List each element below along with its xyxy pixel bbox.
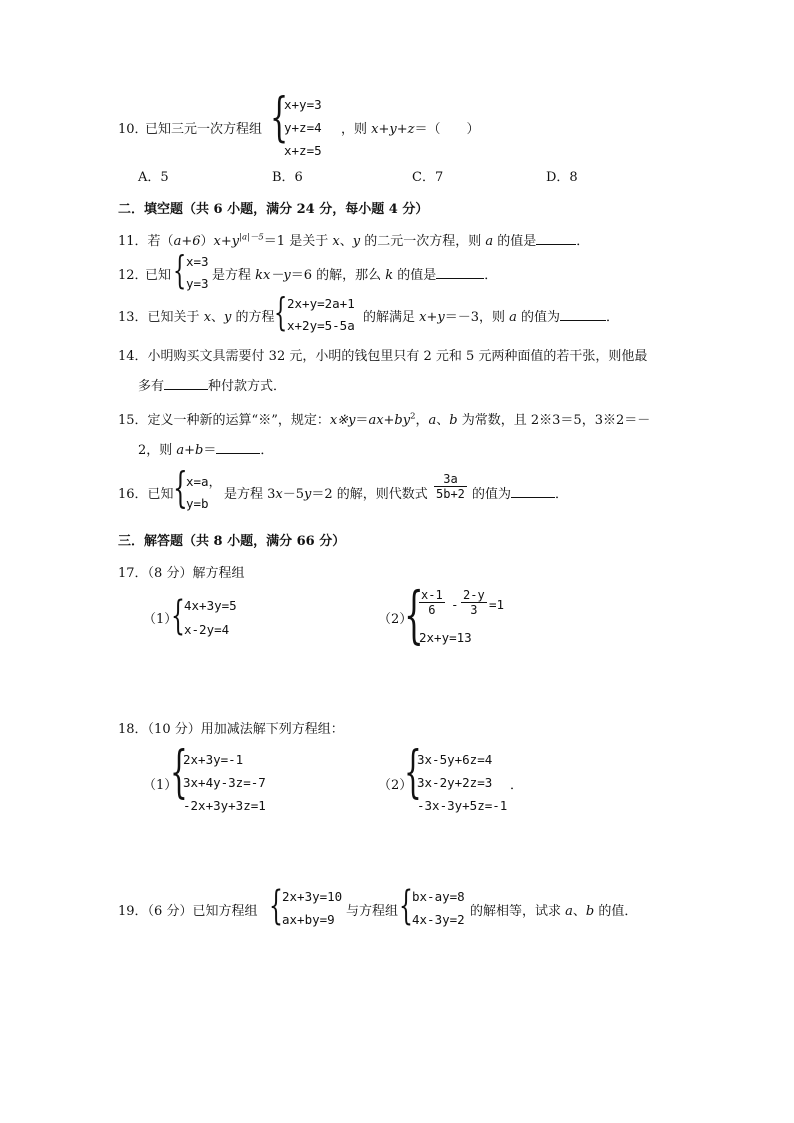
q18-part1-eq3: -2x+3y+3z=1: [183, 798, 266, 813]
q10-option-a: A．5: [138, 170, 169, 185]
q18-part2-eq1: 3x-5y+6z=4: [417, 752, 493, 767]
q10-eq2: y+z=4: [284, 120, 322, 135]
q18-part1-eq1: 2x+3y=-1: [183, 752, 244, 767]
q17-part2-eq-rhs: =1: [489, 597, 505, 612]
q19-lead: 19．（6 分）已知方程组: [118, 904, 258, 919]
q16-fraction: $\frac{3a}{5b+2}$: [436, 472, 465, 501]
q14-line1: 14．小明购买文具需要付 32 元，小明的钱包里只有 2 元和 5 元两种面值的若干张，则他最: [118, 349, 648, 364]
question-11: 11．若$(a+6)x+y^{|a|-5}=1$ 是关于 x、y 的二元一次方程，则 a 的值是 ．: [118, 232, 590, 249]
q16-answer-blank: [511, 485, 555, 498]
q10-lead: 已知三元一次方程组: [145, 122, 263, 137]
q14-answer-blank: [164, 377, 208, 390]
q19-brace2: {: [399, 883, 413, 929]
q19-tail: 的解相等，试求 a、b 的值．: [470, 904, 638, 919]
q11-answer-blank: [536, 232, 576, 245]
q17-part2-frac2: $\frac{2-y}{3}$: [463, 588, 485, 617]
q13-number: 13．已知关于 x、y 的方程: [118, 310, 275, 325]
q12-number: 12．: [118, 268, 148, 283]
section-3-title: 三．解答题（共 8 小题，满分 66 分）: [118, 534, 346, 549]
q10-number: 10．: [118, 122, 148, 137]
q10-tail: ，则 x+y+z＝（ ）: [341, 122, 480, 137]
q12-eq1: x=3: [186, 254, 209, 269]
q10-brace: {: [270, 88, 289, 148]
q16-brace: {: [173, 463, 188, 512]
q17-part1-label: （1）: [143, 612, 178, 627]
q13-text: 的解满足 x+y＝－3，则 a 的值为 ．: [363, 310, 620, 325]
q19-mid: 与方程组: [346, 904, 399, 919]
q14-line2: 多有 种付款方式．: [138, 379, 287, 394]
q15-line1: 15．定义一种新的运算“※”，规定：$x※y=ax+by^2$，a、b 为常数，且 2※3＝5，3※2＝－: [118, 411, 651, 428]
q17-part1-brace: {: [171, 593, 185, 639]
q12-answer-blank: [436, 266, 484, 279]
q12-lead: 已知: [145, 268, 172, 283]
q12-text: 是方程 kx－y＝6 的解，那么 k 的值是 ．: [212, 268, 498, 283]
q18-part2-eq3: -3x-3y+5z=-1: [417, 798, 508, 813]
q19-sys1-eq1: 2x+3y=10: [282, 889, 343, 904]
q17-part1-eq1: 4x+3y=5: [184, 598, 237, 613]
q13-eq1: 2x+y=2a+1: [287, 296, 355, 311]
q13-brace: {: [274, 290, 288, 334]
q17-part2-frac1: $\frac{x-1}{6}$: [421, 588, 443, 617]
q10-option-c: C．7: [412, 170, 444, 185]
q15-line2: 2，则 a+b＝ ．: [138, 443, 274, 458]
q18-heading: 18．（10 分）用加减法解下列方程组：: [118, 722, 344, 737]
q18-part1-label: （1）: [143, 778, 178, 793]
q17-part2-eq2: 2x+y=13: [419, 630, 472, 645]
q12-brace: {: [173, 248, 187, 292]
q17-heading: 17．（8 分）解方程组: [118, 566, 245, 581]
q17-part1-eq2: x-2y=4: [184, 622, 230, 637]
q10-option-d: D．8: [546, 170, 578, 185]
q12-eq2: y=3: [186, 276, 209, 291]
q13-eq2: x+2y=5-5a: [287, 318, 355, 333]
q13-answer-blank: [560, 308, 606, 321]
q18-part2-label: （2）: [378, 778, 413, 793]
q18-part2-brace: {: [404, 740, 422, 805]
q19-sys1-eq2: ax+by=9: [282, 912, 335, 927]
q19-sys2-eq1: bx-ay=8: [412, 889, 465, 904]
q16-number: 16．已知: [118, 487, 174, 502]
q10-option-b: B．6: [272, 170, 303, 185]
q16-text: 是方程 3x－5y＝2 的解，则代数式: [224, 487, 428, 502]
q18-part2-eq2: 3x-2y+2z=3: [417, 775, 493, 790]
q16-tail: 的值为 ．: [472, 487, 569, 502]
q17-part2-label: （2）: [378, 612, 413, 627]
section-2-title: 二．填空题（共 6 小题，满分 24 分，每小题 4 分）: [118, 202, 429, 217]
q17-part2-minus: -: [451, 597, 459, 612]
q16-eq2: y=b: [186, 496, 209, 511]
q15-answer-blank: [216, 441, 260, 454]
q19-brace1: {: [269, 883, 283, 929]
q18-part1-eq2: 3x+4y-3z=-7: [183, 775, 266, 790]
q17-part2-brace: {: [404, 578, 424, 651]
q19-sys2-eq2: 4x-3y=2: [412, 912, 465, 927]
q10-eq3: x+z=5: [284, 143, 322, 158]
q18-part1-brace: {: [170, 740, 188, 805]
q10-eq1: x+y=3: [284, 97, 322, 112]
q16-eq1: x=a，: [186, 474, 222, 489]
q18-part2-end: ．: [510, 778, 524, 793]
